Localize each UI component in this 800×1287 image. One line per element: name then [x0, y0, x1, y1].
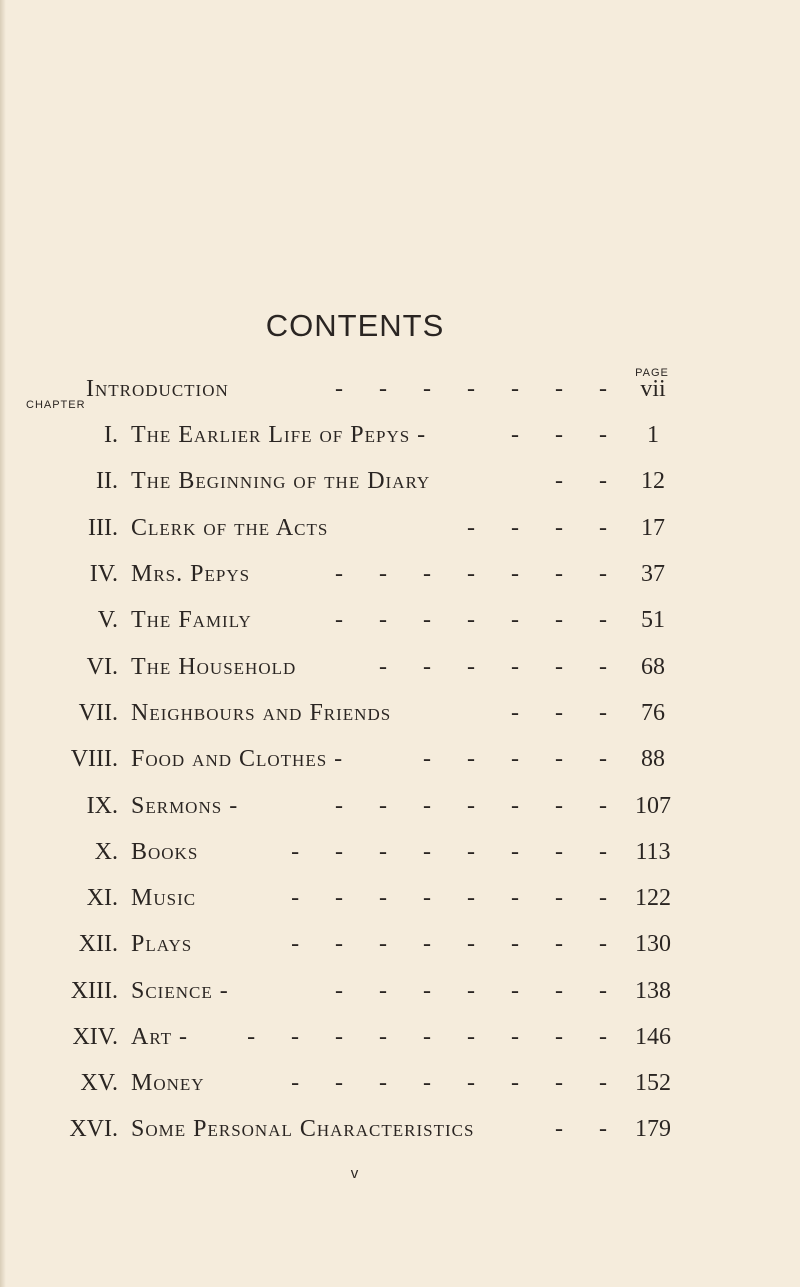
dot-leader: - - - - - - - - [291, 1070, 622, 1096]
toc-entry-title: Art - [131, 1024, 189, 1050]
toc-entry[interactable] [0, 835, 800, 869]
toc-entry-title: Books [131, 839, 199, 865]
toc-entry-title: Clerk of the Acts [131, 515, 329, 541]
toc-entry-title: The Family [131, 607, 252, 633]
chapter-number: VI. [86, 654, 118, 680]
chapter-number: IV. [89, 561, 118, 587]
chapter-number: XVI. [69, 1116, 118, 1142]
chapter-number: III. [88, 515, 118, 541]
toc-entry[interactable] [0, 418, 800, 452]
dot-leader: - - - - - - - [335, 376, 622, 402]
toc-entry[interactable] [0, 1020, 800, 1054]
dot-leader: - - - - - - - - [291, 885, 622, 911]
toc-entry[interactable] [0, 742, 800, 776]
toc-entry-title: Neighbours and Friends [131, 700, 392, 726]
toc-entry-page: 179 [635, 1116, 671, 1142]
toc-entry-page: 88 [641, 746, 665, 772]
dot-leader: - - - - - - - [335, 978, 622, 1004]
toc-entry[interactable] [0, 1112, 800, 1146]
chapter-number: VII. [78, 700, 118, 726]
page-title: CONTENTS [265, 308, 445, 343]
page-folio: v [350, 1165, 360, 1182]
toc-entry[interactable] [0, 1066, 800, 1100]
chapter-number: X. [94, 839, 118, 865]
toc-entry-page: 122 [635, 885, 671, 911]
toc-entry-page: 130 [635, 931, 671, 957]
toc-entry-title: The Beginning of the Diary [131, 468, 431, 494]
toc-entry[interactable] [0, 650, 800, 684]
chapter-number: XI. [86, 885, 118, 911]
chapter-column-heading: CHAPTER [26, 399, 86, 411]
toc-entry-title: Plays [131, 931, 193, 957]
toc-entry[interactable] [0, 603, 800, 637]
dot-leader: - - [555, 468, 622, 494]
toc-entry-page: 37 [641, 561, 665, 587]
dot-leader: - - - - - - [379, 654, 622, 680]
dot-leader: - - - [511, 700, 622, 726]
dot-leader: - - - - - - - - [291, 931, 622, 957]
chapter-number: V. [97, 607, 118, 633]
toc-entry-page: 68 [641, 654, 665, 680]
toc-entry-page: 113 [635, 839, 671, 865]
toc-entry-introduction[interactable] [0, 372, 800, 406]
toc-entry-page: 51 [641, 607, 665, 633]
dot-leader: - - - - [467, 515, 622, 541]
toc-entry-page: 152 [635, 1070, 671, 1096]
chapter-number: XIII. [70, 978, 118, 1004]
toc-entry-title: Food and Clothes - [131, 746, 344, 772]
toc-entry-title: Some Personal Characteristics [131, 1116, 475, 1142]
toc-entry[interactable] [0, 511, 800, 545]
chapter-number: XV. [80, 1070, 118, 1096]
toc-entry-page: 1 [647, 422, 659, 448]
toc-entry-page: 76 [641, 700, 665, 726]
toc-entry-page: 12 [641, 468, 665, 494]
toc-entry-page: vii [640, 376, 666, 402]
toc-entry-title: Music [131, 885, 197, 911]
dot-leader: - - - - - [423, 746, 622, 772]
toc-entry[interactable] [0, 464, 800, 498]
toc-entry[interactable] [0, 927, 800, 961]
chapter-number: VIII. [70, 746, 118, 772]
toc-entry[interactable] [0, 557, 800, 591]
dot-leader: - - - - - - - [335, 561, 622, 587]
dot-leader: - - - - - - - - - [247, 1024, 622, 1050]
chapter-number: XII. [78, 931, 118, 957]
toc-entry-page: 146 [635, 1024, 671, 1050]
toc-entry[interactable] [0, 789, 800, 823]
toc-entry[interactable] [0, 974, 800, 1008]
toc-entry[interactable] [0, 881, 800, 915]
chapter-number: IX. [86, 793, 118, 819]
chapter-number: I. [104, 422, 118, 448]
toc-entry-title: Introduction [86, 376, 229, 402]
dot-leader: - - [555, 1116, 622, 1142]
toc-entry-page: 17 [641, 515, 665, 541]
toc-entry-title: Science - [131, 978, 229, 1004]
dot-leader: - - - - - - - - [291, 839, 622, 865]
toc-entry-title: Mrs. Pepys [131, 561, 251, 587]
toc-entry-title: Money [131, 1070, 205, 1096]
chapter-number: XIV. [72, 1024, 118, 1050]
toc-entry-page: 138 [635, 978, 671, 1004]
dot-leader: - - - - - - - [335, 793, 622, 819]
toc-entry-page: 107 [635, 793, 671, 819]
toc-entry-title: Sermons - [131, 793, 239, 819]
dot-leader: - - - - - - - [335, 607, 622, 633]
chapter-number: II. [96, 468, 118, 494]
dot-leader: - - - [511, 422, 622, 448]
page-column-heading: PAGE [635, 367, 669, 379]
toc-entry-title: The Earlier Life of Pepys - [131, 422, 427, 448]
toc-entry[interactable] [0, 696, 800, 730]
toc-entry-title: The Household [131, 654, 297, 680]
